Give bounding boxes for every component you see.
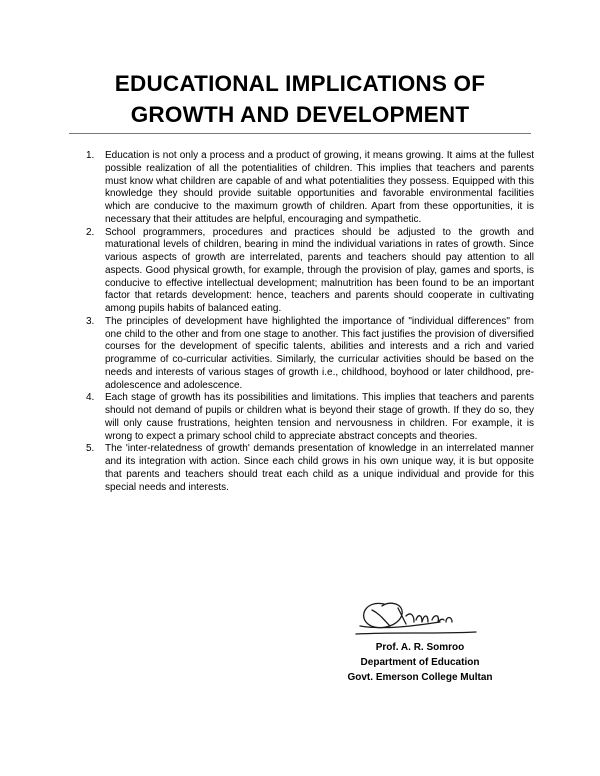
list-item <box>86 227 534 316</box>
list-item-text: School programmers, procedures and practices should be adjusted to the growth and maturational levels of children, bearing in mind the individual variations in rates of growth. Since various aspects of growth are interrelated, parents and teachers should pay attention to all aspects. Good physical growth, for example, through the provision of play, games and sports, is conducive to effective intellectual development; malnutrition has been found to be an important factor that retards development: hence, teachers and parents should cooperate in cultivating among pupils habits of balanced eating. <box>105 226 534 314</box>
list-item-text: The 'inter-relatedness of growth' demands presentation of knowledge in an interrelated manner and its integration with action. Since each child grows in his own unique way, it is but opposite that parents and teachers should treat each child as a unique individual and provide for this special needs and interests. <box>105 443 534 493</box>
list-item-text: The principles of development have highlighted the importance of "individual differences" from one child to the other and from one stage to another. This fact justifies the provision of diversified courses for the development of specific talents, abilities and interests and a rich and varied programme of co-curricular activities. Similarly, the curricular activities should be based on the needs and interests of various stages of growth i.e., childhood, boyhood or later childhood, pre- adolescence and adolescence. <box>105 315 534 391</box>
document-title <box>70 68 530 130</box>
title-line-2: GROWTH AND DEVELOPMENT <box>130 102 470 127</box>
list-item-number: 3. <box>86 315 95 327</box>
signatory-name: Prof. A. R. Somroo <box>375 642 465 653</box>
implications-list <box>86 150 534 494</box>
signature-image <box>354 596 478 638</box>
list-item-text: Education is not only a process and a product of growing, it means growing. It aims at the fullest possible realization of all the potentialities of children. This implies that teachers and parents must know what children are capable of and what potentialities they possess. Equipped with this knowledge they should provide suitable opportunities and favorable environmental facilities which are conducive to the maximum growth of children. Apart from these opportunities, it is necessary that their attitudes are helpful, encouraging and sympathetic. <box>105 150 534 225</box>
list-item-text: Each stage of growth has its possibilities and limitations. This implies that teachers and parents should not demand of pupils or children what is beyond their stage of growth. If they do so, they will only cause frustrations, heighten tension and nervousness in children. For example, it is wrong to expect a primary school child to appreciate abstract concepts and theories. <box>105 392 534 442</box>
list-item-number: 4. <box>86 392 95 404</box>
list-item-number: 2. <box>86 226 95 238</box>
signatory-department: Department of Education <box>360 657 480 668</box>
title-divider <box>69 133 531 134</box>
title-line-1: EDUCATIONAL IMPLICATIONS OF <box>114 71 486 96</box>
list-item <box>86 150 534 227</box>
list-item-number: 1. <box>86 150 95 161</box>
list-item <box>86 392 534 443</box>
list-item-number: 5. <box>86 443 95 455</box>
list-item <box>86 316 534 393</box>
signatory-college: Govt. Emerson College Multan <box>347 672 493 683</box>
list-item <box>86 443 534 494</box>
